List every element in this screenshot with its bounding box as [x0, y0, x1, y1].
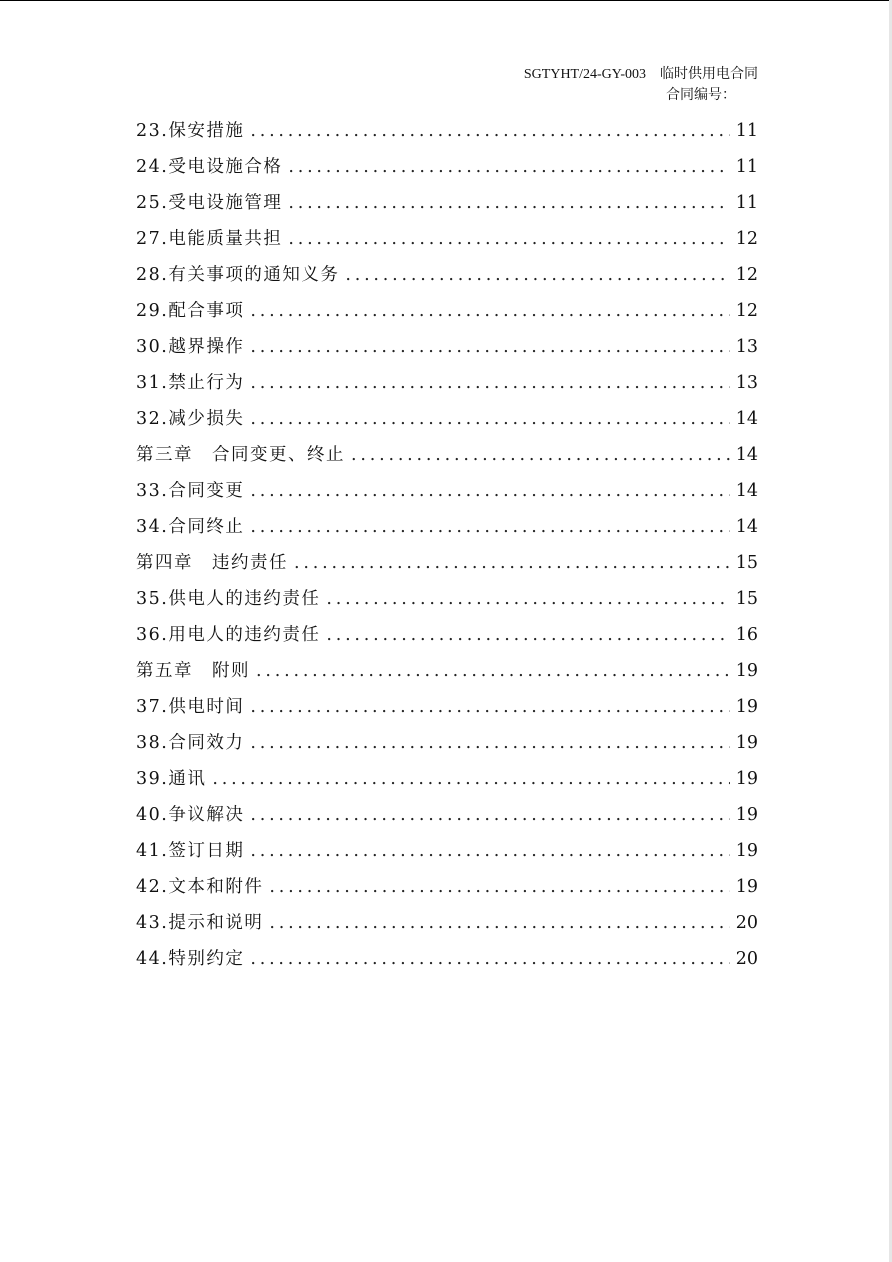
toc-entry[interactable] — [136, 941, 758, 977]
toc-dot-leader — [269, 869, 729, 905]
toc-entry-title: 44.特别约定 — [136, 949, 245, 969]
top-border-line — [0, 0, 892, 1]
toc-page-number: 15 — [735, 553, 758, 573]
toc-dot-leader — [326, 617, 729, 653]
toc-chapter-entry[interactable] — [136, 653, 758, 689]
toc-entry-title: 25.受电设施管理 — [136, 193, 283, 213]
toc-entry-title: 35.供电人的违约责任 — [136, 589, 321, 609]
toc-page-number: 14 — [735, 481, 758, 501]
toc-dot-leader — [250, 293, 729, 329]
toc-dot-leader — [269, 905, 729, 941]
toc-entry[interactable] — [136, 401, 758, 437]
toc-page-number: 13 — [735, 337, 758, 357]
toc-dot-leader — [250, 689, 729, 725]
toc-entry-title: 39.通讯 — [136, 769, 207, 789]
toc-entry-title: 40.争议解决 — [136, 805, 245, 825]
toc-entry[interactable] — [136, 365, 758, 401]
toc-dot-leader — [212, 761, 729, 797]
toc-page-number: 20 — [735, 949, 758, 969]
toc-entry[interactable] — [136, 581, 758, 617]
toc-page-number: 19 — [735, 877, 758, 897]
toc-dot-leader — [250, 941, 729, 977]
toc-entry[interactable] — [136, 257, 758, 293]
toc-dot-leader — [250, 113, 729, 149]
header-line-1 — [524, 64, 758, 85]
toc-entry-title: 28.有关事项的通知义务 — [136, 265, 340, 285]
toc-entry-title: 38.合同效力 — [136, 733, 245, 753]
toc-page-number: 14 — [735, 445, 758, 465]
toc-page-number: 19 — [735, 697, 758, 717]
toc-entry[interactable] — [136, 689, 758, 725]
toc-page-number: 16 — [735, 625, 758, 645]
toc-entry-title: 37.供电时间 — [136, 697, 245, 717]
toc-entry[interactable] — [136, 797, 758, 833]
toc-dot-leader — [294, 545, 730, 581]
contract-title: 临时供用电合同 — [660, 67, 758, 82]
toc-entry-title: 第四章 违约责任 — [136, 553, 288, 573]
toc-entry[interactable] — [136, 509, 758, 545]
toc-page-number: 20 — [735, 913, 758, 933]
toc-dot-leader — [345, 257, 729, 293]
toc-dot-leader — [351, 437, 730, 473]
toc-entry[interactable] — [136, 185, 758, 221]
toc-entry-title: 24.受电设施合格 — [136, 157, 283, 177]
toc-dot-leader — [288, 185, 729, 221]
toc-dot-leader — [250, 725, 729, 761]
toc-entry-title: 第三章 合同变更、终止 — [136, 445, 345, 465]
toc-page-number: 19 — [735, 841, 758, 861]
toc-dot-leader — [326, 581, 729, 617]
toc-entry-title: 27.电能质量共担 — [136, 229, 283, 249]
toc-entry-title: 29.配合事项 — [136, 301, 245, 321]
toc-entry[interactable] — [136, 293, 758, 329]
page-header — [524, 64, 758, 106]
toc-entry-title: 33.合同变更 — [136, 481, 245, 501]
contract-code: SGTYHT/24-GY-003 — [523, 67, 646, 82]
toc-dot-leader — [250, 797, 729, 833]
toc-page-number: 15 — [735, 589, 758, 609]
toc-page-number: 13 — [735, 373, 758, 393]
toc-page-number: 19 — [735, 661, 758, 681]
table-of-contents — [136, 113, 758, 977]
toc-entry[interactable] — [136, 221, 758, 257]
toc-entry-title: 23.保安措施 — [136, 121, 245, 141]
toc-entry[interactable] — [136, 149, 758, 185]
toc-chapter-entry[interactable] — [136, 545, 758, 581]
toc-dot-leader — [250, 509, 729, 545]
toc-dot-leader — [250, 473, 729, 509]
toc-entry-title: 31.禁止行为 — [136, 373, 245, 393]
toc-entry[interactable] — [136, 113, 758, 149]
toc-page-number: 11 — [735, 157, 758, 177]
toc-dot-leader — [256, 653, 730, 689]
toc-page-number: 11 — [735, 193, 758, 213]
toc-page-number: 12 — [735, 229, 758, 249]
toc-entry[interactable] — [136, 473, 758, 509]
toc-entry[interactable] — [136, 725, 758, 761]
toc-page-number: 19 — [735, 769, 758, 789]
toc-entry-title: 32.减少损失 — [136, 409, 245, 429]
toc-entry[interactable] — [136, 761, 758, 797]
toc-page-number: 12 — [735, 265, 758, 285]
toc-entry-title: 43.提示和说明 — [136, 913, 264, 933]
toc-entry-title: 42.文本和附件 — [136, 877, 264, 897]
toc-entry-title: 41.签订日期 — [136, 841, 245, 861]
toc-entry[interactable] — [136, 833, 758, 869]
toc-dot-leader — [250, 833, 729, 869]
toc-chapter-entry[interactable] — [136, 437, 758, 473]
toc-entry-title: 第五章 附则 — [136, 661, 250, 681]
toc-entry[interactable] — [136, 869, 758, 905]
toc-entry-title: 34.合同终止 — [136, 517, 245, 537]
contract-number-label: 合同编号： — [666, 88, 736, 103]
toc-entry[interactable] — [136, 329, 758, 365]
toc-dot-leader — [288, 221, 729, 257]
toc-page-number: 14 — [735, 409, 758, 429]
toc-page-number: 19 — [735, 733, 758, 753]
toc-entry-title: 36.用电人的违约责任 — [136, 625, 321, 645]
toc-page-number: 19 — [735, 805, 758, 825]
toc-page-number: 14 — [735, 517, 758, 537]
toc-entry[interactable] — [136, 905, 758, 941]
toc-dot-leader — [250, 365, 729, 401]
toc-dot-leader — [250, 401, 729, 437]
toc-dot-leader — [288, 149, 729, 185]
toc-page-number: 11 — [735, 121, 758, 141]
toc-entry[interactable] — [136, 617, 758, 653]
toc-page-number: 12 — [735, 301, 758, 321]
toc-dot-leader — [250, 329, 729, 365]
toc-entry-title: 30.越界操作 — [136, 337, 245, 357]
